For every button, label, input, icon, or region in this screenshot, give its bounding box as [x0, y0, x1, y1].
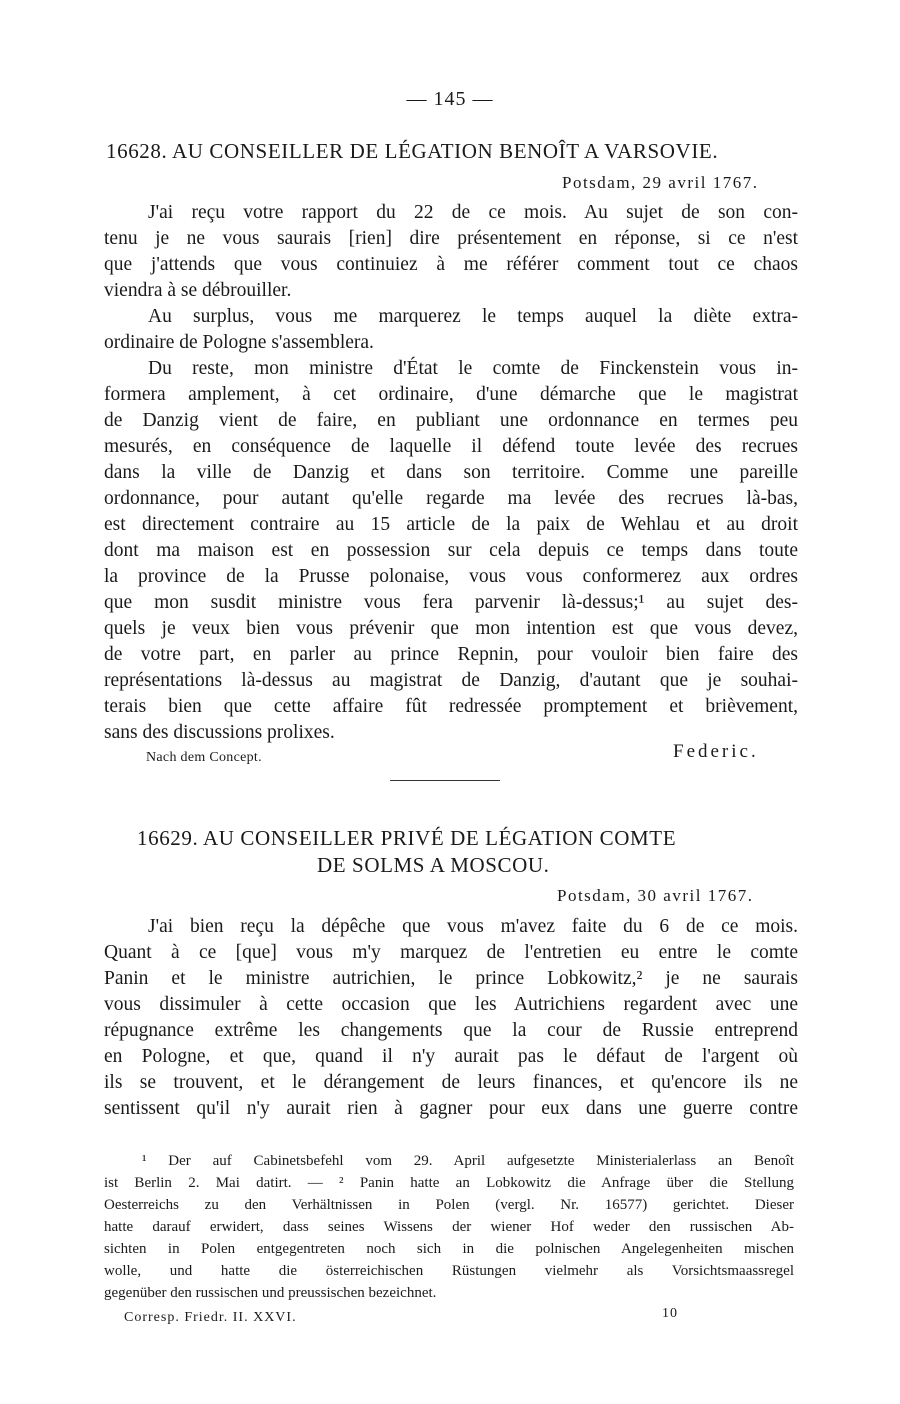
text-line: formera amplement, à cet ordinaire, d'une démarche que le magistrat: [104, 384, 798, 405]
text-line: J'ai reçu votre rapport du 22 de ce mois. Au sujet de son con-: [148, 202, 798, 223]
text-line: répugnance extrême les changements que la cour de Russie entreprend: [104, 1020, 798, 1041]
text-line: que mon susdit ministre vous fera parvenir là-dessus;¹ au sujet des-: [104, 592, 798, 613]
letter-dateline: Potsdam, 29 avril 1767.: [562, 173, 759, 192]
text-line: viendra à se débrouiller.: [104, 280, 292, 301]
footnote-line: ist Berlin 2. Mai datirt. — ² Panin hatte an Lobkowitz die Anfrage über die Stellung: [104, 1175, 794, 1191]
footnote-line: sichten in Polen entgegentreten noch sich in die polnischen Angelegenheiten mischen: [104, 1241, 794, 1257]
footnote-line: gegenüber den russischen und preussischen bezeichnet.: [104, 1285, 437, 1301]
text-line: sans des discussions prolixes.: [104, 722, 335, 743]
text-line: ordonnance, pour autant qu'elle regarde ma levée des recrues là-bas,: [104, 488, 798, 509]
collection-signature: Corresp. Friedr. II. XXVI.: [124, 1310, 297, 1325]
footnote-line: wolle, und hatte die österreichischen Rüstungen vielmehr als Vorsichtsmaassregel: [104, 1263, 794, 1279]
text-line: tenu je ne vous saurais [rien] dire présentement en réponse, si ce n'est: [104, 228, 798, 249]
text-line: ils se trouvent, et le dérangement de leurs finances, et qu'encore ils ne: [104, 1072, 798, 1093]
signature: Federic.: [673, 741, 759, 762]
text-line: ordinaire de Pologne s'assemblera.: [104, 332, 374, 353]
text-line: Panin et le ministre autrichien, le prince Lobkowitz,² je ne saurais: [104, 968, 798, 989]
page-number: — 145 —: [406, 88, 494, 110]
source-note: Nach dem Concept.: [146, 750, 262, 765]
text-line: représentations là-dessus au magistrat de Danzig, d'autant que je souhai-: [104, 670, 798, 691]
letter-heading: 16628. AU CONSEILLER DE LÉGATION BENOÎT A VARSOVIE.: [106, 139, 719, 163]
text-line: de Danzig vient de faire, en publiant une ordonnance en termes peu: [104, 410, 798, 431]
text-line: que j'attends que vous continuiez à me référer comment tout ce chaos: [104, 254, 798, 275]
letter-dateline: Potsdam, 30 avril 1767.: [557, 886, 754, 905]
footnote-line: Oesterreichs zu den Verhältnissen in Polen (vergl. Nr. 16577) gerichtet. Dieser: [104, 1197, 794, 1213]
text-line: est directement contraire au 15 article de la paix de Wehlau et au droit: [104, 514, 798, 535]
text-line: sentissent qu'il n'y aurait rien à gagner pour eux dans une guerre contre: [104, 1098, 798, 1119]
text-line: quels je veux bien vous prévenir que mon intention est que vous devez,: [104, 618, 798, 639]
footnotes: [104, 1150, 794, 1304]
text-line: Du reste, mon ministre d'État le comte de Finckenstein vous in-: [148, 358, 798, 379]
letter-heading-continued: DE SOLMS A MOSCOU.: [317, 853, 550, 877]
text-line: mesurés, en conséquence de laquelle il défend toute levée des recrues: [104, 436, 798, 457]
sheet-number: 10: [662, 1306, 678, 1321]
text-line: dans la ville de Danzig et dans son territoire. Comme une pareille: [104, 462, 798, 483]
footnote-line: hatte darauf erwidert, dass seines Wissens der wiener Hof weder den russischen Ab-: [104, 1219, 794, 1235]
footnote-line: ¹ Der auf Cabinetsbefehl vom 29. April aufgesetzte Ministerialerlass an Benoît: [142, 1153, 794, 1169]
text-line: J'ai bien reçu la dépêche que vous m'avez faite du 6 de ce mois.: [148, 916, 798, 937]
section-divider: [390, 780, 500, 781]
text-line: Quant à ce [que] vous m'y marquez de l'entretien eu entre le comte: [104, 942, 798, 963]
letter-body: [104, 914, 798, 1122]
text-line: la province de la Prusse polonaise, vous vous conformerez aux ordres: [104, 566, 798, 587]
text-line: de votre part, en parler au prince Repnin, pour vouloir bien faire des: [104, 644, 798, 665]
text-line: vous dissimuler à cette occasion que les Autrichiens regardent avec une: [104, 994, 798, 1015]
text-line: dont ma maison est en possession sur cela depuis ce temps dans toute: [104, 540, 798, 561]
letter-heading: 16629. AU CONSEILLER PRIVÉ DE LÉGATION COMTE: [137, 826, 677, 850]
text-line: en Pologne, et que, quand il n'y aurait pas le défaut de l'argent où: [104, 1046, 798, 1067]
text-line: Au surplus, vous me marquerez le temps auquel la diète extra-: [148, 306, 798, 327]
text-line: terais bien que cette affaire fût redressée promptement et brièvement,: [104, 696, 798, 717]
letter-body: [104, 200, 798, 746]
